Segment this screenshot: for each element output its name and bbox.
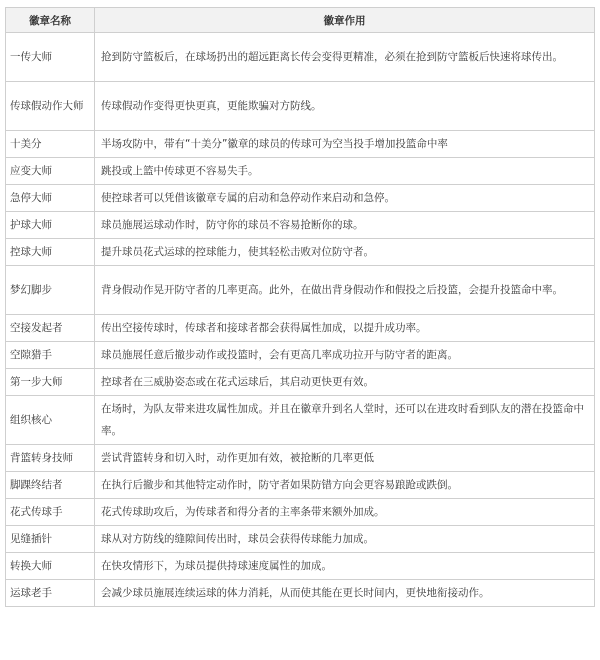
badge-effect-cell: 在场时，为队友带来进攻属性加成。并且在徽章升到名人堂时，还可以在进攻时看到队友的潜在投篮命中率。 <box>95 396 595 445</box>
badge-effect-cell: 使控球者可以凭借该徽章专属的启动和急停动作来启动和急停。 <box>95 185 595 212</box>
badge-effect-cell: 尝试背篮转身和切入时，动作更加有效，被抢断的几率更低 <box>95 445 595 472</box>
badge-name-cell: 护球大师 <box>6 212 95 239</box>
badge-name-cell: 急停大师 <box>6 185 95 212</box>
badge-effect-cell: 传出空接传球时，传球者和接球者都会获得属性加成，以提升成功率。 <box>95 315 595 342</box>
table-row <box>6 445 595 472</box>
table-row <box>6 526 595 553</box>
badge-name-cell: 空接发起者 <box>6 315 95 342</box>
table-row <box>6 158 595 185</box>
badge-name-cell: 传球假动作大师 <box>6 82 95 131</box>
table-row <box>6 239 595 266</box>
table-row <box>6 82 595 131</box>
badge-name-cell: 组织核心 <box>6 396 95 445</box>
table-row <box>6 472 595 499</box>
badge-name-cell: 脚踝终结者 <box>6 472 95 499</box>
badge-effect-cell: 提升球员花式运球的控球能力，使其轻松击败对位防守者。 <box>95 239 595 266</box>
table-header <box>6 8 595 33</box>
badge-name-cell: 空隙猎手 <box>6 342 95 369</box>
badge-effect-cell: 会减少球员施展连续运球的体力消耗，从而使其能在更长时间内，更快地衔接动作。 <box>95 580 595 607</box>
table-row <box>6 396 595 445</box>
badge-name-cell: 应变大师 <box>6 158 95 185</box>
table-row <box>6 499 595 526</box>
header-row <box>6 8 595 33</box>
badge-effect-cell: 球员施展运球动作时，防守你的球员不容易抢断你的球。 <box>95 212 595 239</box>
table-row <box>6 580 595 607</box>
badge-effect-cell: 在快攻情形下，为球员提供持球速度属性的加成。 <box>95 553 595 580</box>
badge-effect-cell: 花式传球助攻后，为传球者和得分者的主率条带来额外加成。 <box>95 499 595 526</box>
badge-effect-cell: 球员施展任意后撤步动作或投篮时，会有更高几率成功拉开与防守者的距离。 <box>95 342 595 369</box>
table-row <box>6 369 595 396</box>
badge-name-cell: 第一步大师 <box>6 369 95 396</box>
table-row <box>6 212 595 239</box>
table-row <box>6 553 595 580</box>
badge-effect-cell: 半场攻防中，带有“十美分”徽章的球员的传球可为空当投手增加投篮命中率 <box>95 131 595 158</box>
badge-effect-cell: 球从对方防线的缝隙间传出时，球员会获得传球能力加成。 <box>95 526 595 553</box>
badge-name-cell: 一传大师 <box>6 33 95 82</box>
table-row <box>6 315 595 342</box>
badge-name-cell: 转换大师 <box>6 553 95 580</box>
header-badge-name: 徽章名称 <box>6 8 95 33</box>
badge-effect-cell: 跳投或上篮中传球更不容易失手。 <box>95 158 595 185</box>
badge-name-cell: 控球大师 <box>6 239 95 266</box>
table-row <box>6 342 595 369</box>
badge-name-cell: 背篮转身技师 <box>6 445 95 472</box>
badge-effect-cell: 控球者在三威胁姿态或在花式运球后，其启动更快更有效。 <box>95 369 595 396</box>
badge-name-cell: 十美分 <box>6 131 95 158</box>
table-row <box>6 131 595 158</box>
badge-name-cell: 梦幻脚步 <box>6 266 95 315</box>
table-row <box>6 33 595 82</box>
badge-effect-cell: 抢到防守篮板后，在球场扔出的超远距离长传会变得更精准，必须在抢到防守篮板后快速将球传出。 <box>95 33 595 82</box>
table-row <box>6 185 595 212</box>
badge-table <box>5 7 595 607</box>
badge-table-container <box>5 7 595 607</box>
badge-name-cell: 见缝插针 <box>6 526 95 553</box>
badge-name-cell: 花式传球手 <box>6 499 95 526</box>
badge-effect-cell: 背身假动作晃开防守者的几率更高。此外，在做出背身假动作和假投之后投篮，会提升投篮命中率。 <box>95 266 595 315</box>
table-body <box>6 33 595 607</box>
badge-effect-cell: 传球假动作变得更快更真，更能欺骗对方防线。 <box>95 82 595 131</box>
header-badge-effect: 徽章作用 <box>95 8 595 33</box>
table-row <box>6 266 595 315</box>
badge-name-cell: 运球老手 <box>6 580 95 607</box>
badge-effect-cell: 在执行后撤步和其他特定动作时，防守者如果防错方向会更容易踉跄或跌倒。 <box>95 472 595 499</box>
